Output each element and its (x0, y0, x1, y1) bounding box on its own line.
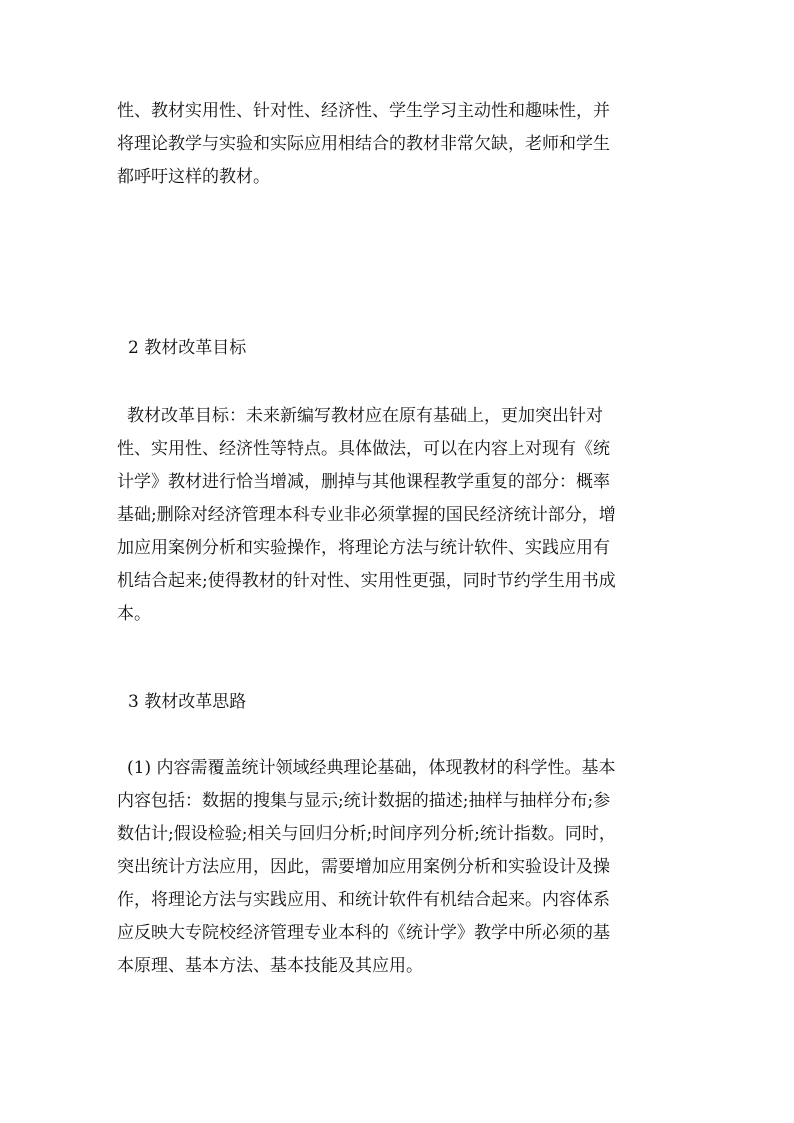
section-2-paragraph (117, 400, 687, 631)
text-line: 计学》教材进行恰当增减，删掉与其他课程教学重复的部分：概率 (117, 472, 610, 492)
text-line: 教材改革目标：未来新编写教材应在原有基础上，更加突出针对 (127, 406, 603, 426)
section-3-paragraph (117, 752, 687, 983)
text-line: 基础;删除对经济管理本科专业非必须掌握的国民经济统计部分，增 (117, 505, 616, 525)
section-2-heading: 2 教材改革目标 (128, 338, 247, 358)
text-line: 作，将理论方法与实践应用、和统计软件有机结合起来。内容体系 (117, 890, 610, 910)
paragraph-intro-continuation (117, 95, 687, 194)
text-line: 性、教材实用性、针对性、经济性、学生学习主动性和趣味性，并 (117, 101, 610, 121)
text-line: 数估计;假设检验;相关与回归分析;时间序列分析;统计指数。同时， (117, 824, 616, 844)
text-line: 将理论教学与实验和实际应用相结合的教材非常欠缺，老师和学生 (117, 134, 610, 154)
text-line: 本。 (117, 604, 151, 624)
section-3-heading: 3 教材改革思路 (128, 692, 247, 712)
text-line: 内容包括：数据的搜集与显示;统计数据的描述;抽样与抽样分布;参 (117, 791, 611, 811)
text-line: 都呼吁这样的教材。 (117, 167, 270, 187)
text-line: 机结合起来;使得教材的针对性、实用性更强，同时节约学生用书成 (117, 571, 616, 591)
text-line: 突出统计方法应用，因此，需要增加应用案例分析和实验设计及操 (117, 857, 610, 877)
text-line: (1) 内容需覆盖统计领域经典理论基础，体现教材的科学性。基本 (127, 758, 616, 778)
text-line: 性、实用性、经济性等特点。具体做法，可以在内容上对现有《统 (117, 439, 610, 459)
text-line: 本原理、基本方法、基本技能及其应用。 (117, 956, 423, 976)
text-line: 应反映大专院校经济管理专业本科的《统计学》教学中所必须的基 (117, 923, 610, 943)
text-line: 加应用案例分析和实验操作，将理论方法与统计软件、实践应用有 (117, 538, 610, 558)
